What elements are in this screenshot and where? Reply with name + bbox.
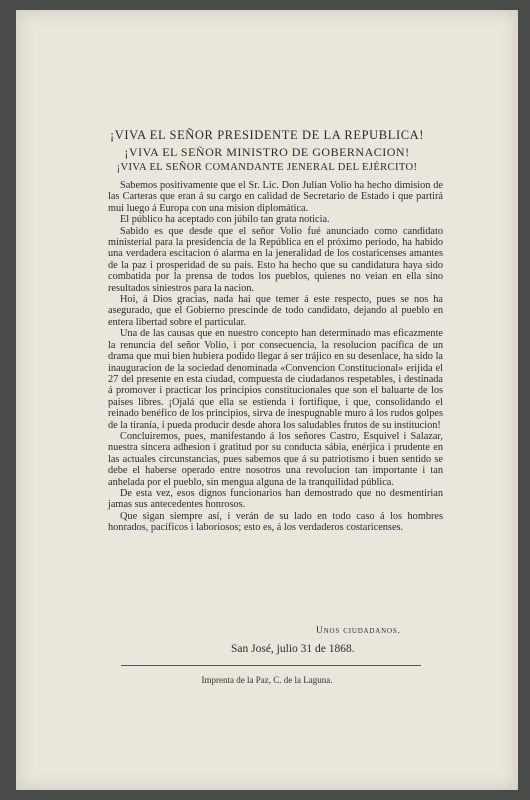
paragraph: Sabido es que desde que el señor Volio fué anunciado como candidato ministerial para la presidencia de la República en el próximo periodo, ha habido una verdadera escitacion ó alarma en la jeneralidad de los costaricenses amantes de la paz i prosperidad de su pais. Esto ha hecho que su candidatura haya sido combatida por la prensa de todos los pueblos, quienes no veian en ella sino resultados siniestros para la nacion. xyxy=(108,225,443,294)
paragraph: Concluiremos, pues, manifestando á los señores Castro, Esquivel i Salazar, nuestra sincera adhesion i gratitud por su conducta sábia, enérjica i prudente en las actuales circunstancias, pues sabemos que á su patriotismo i buen sentido se debe el haberse operado entre nosotros una revolucion tan importante i tan anhelada por el pueblo, sin mengua alguna de la tranquilidad pública. xyxy=(108,430,443,488)
paragraph: Hoi, á Dios gracias, nada hai que temer á este respecto, pues se nos ha asegurado, que el Gobierno prescinde de todo candidato, dejando al pueblo en entera libertad sobre el particular. xyxy=(108,294,443,328)
signature: Unos ciudadanos. xyxy=(316,626,401,636)
paragraph: Una de las causas que en nuestro concepto han determinado mas eficazmente la renuncia del señor Volio, i por consecuencia, la resolucion pacífica de un drama que mui bien hubiera podido llegar á ser trájico en su desenlace, ha sido la inauguracion de la sociedad denominada «Convencion Constitucional» erijida el 27 del presente en esta ciudad, compuesta de ciudadanos respetables, i destinada á promover i practicar los principios constitucionales que son el baluarte de los paises libres. ¡Ojalá que ella se estienda i fortifique, i que, consolidando el reinado benéfico de los principios, sirva de inespugnable muro á los rudos golpes de la tiranía, i pueda producir desde ahora los saludables frutos de su institucion! xyxy=(108,328,443,431)
place-date: San José, julio 31 de 1868. xyxy=(231,643,355,655)
headline-commander: ¡VIVA EL SEÑOR COMANDANTE JENERAL DEL EJÉRCITO! xyxy=(116,162,418,173)
paragraph: El público ha aceptado con júbilo tan grata noticia. xyxy=(120,214,330,226)
paragraph: De esta vez, esos dignos funcionarios han demostrado que no desmentirian jamas sus antecedentes honrosos. xyxy=(108,487,443,511)
headline-minister: ¡VIVA EL SEÑOR MINISTRO DE GOBERNACION! xyxy=(124,145,410,159)
paragraph: Que sigan siempre así, i verán de su lado en todo caso á los hombres honrados, pacíficos i laboriosos; esto es, á los verdaderos costaricenses. xyxy=(108,510,443,534)
document-sheet xyxy=(16,10,518,790)
paragraph: Sabemos positivamente que el Sr. Lic. Don Julian Volio ha hecho dimision de las Carteras que eran á su cargo en calidad de Secretario de Estado i que partirá mui luego á Europa con una mision diplomática. xyxy=(108,180,443,214)
divider-rule xyxy=(121,665,421,666)
headline-president: ¡VIVA EL SEÑOR PRESIDENTE DE LA REPUBLICA! xyxy=(109,128,425,142)
document-body xyxy=(108,180,443,534)
printer-imprint: Imprenta de la Paz, C. de la Laguna. xyxy=(201,675,333,685)
